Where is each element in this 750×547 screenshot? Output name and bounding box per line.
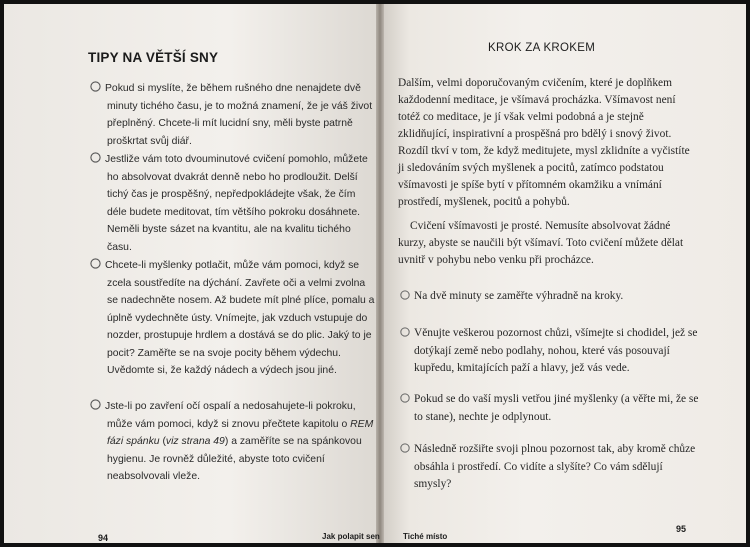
right-paragraph-1 [398,75,698,211]
moon-swirl-icon [90,152,101,163]
right-tip-2 [400,325,700,378]
left-tip-italic-reference: viz strana 49 [165,436,225,447]
left-tip-text: Pokud si myslíte, že během rušného dne nenajdete dvě minuty tichého času, je to možná znamení, že je váš život přeplněný. Chcete-li mít lucidní sny, měli byste patrně proškrtat svůj diář. [105,83,373,147]
left-tip-text: Chcete-li myšlenky potlačit, může vám pomoci, když se zcela soustředíte na dýchání. Zavřete oči a velmi zvolna se nadechněte nosem. Až budete mít plné plíce, pomalu a úplně vydechněte ústy. Vnímejte, jak vzduch vstupuje do nozder, prostupuje hrdlem a dostává se do plic. Jaký to je pocit? Zaměřte se na svoje pocity během výdechu. Uvědomte si, že každý nádech a výdech jsou jiné. [105,260,375,376]
right-page-footer-title: Tiché místo [403,532,448,541]
left-tip-text-start: Jste-li po zavření očí ospalí a nedosahujete-li pokroku, může vám pomoci, když si znovu přečtete kapitolu o [105,401,356,430]
right-tip-3 [400,391,700,426]
right-tip-1 [400,288,700,306]
moon-swirl-icon [400,393,410,403]
right-tip-4 [400,441,700,494]
right-tip-text: Následně rozšiřte svoji plnou pozornost tak, aby kromě chůze obsáhla i prostředí. Co vidíte a slyšíte? Co vám sdělují smysly? [414,443,696,490]
left-page-number: 94 [98,533,109,543]
paragraph-text: Dalším, velmi doporučovaným cvičením, které je doplňkem každodenní meditace, je všímavá procházka. Všímavost není totéž co meditace, je jí však velmi podobná a je stejně zklidňující, inspirativní a prospěšná pro bdělý i snový život. Rozdíl tkví v tom, že když meditujete, mysl zklidníte a vyčistíte ji sledováním svých myšlenek a pocitů, zatímco podstatou všímavosti je spíše bytí v přítomném okamžiku a vnímání prostředí, myšlenek, pocitů a pohybů. [398,77,690,208]
moon-swirl-icon [400,443,410,453]
left-tip-italic-rem: REM fázi spánku [107,418,374,447]
left-page-footer-title: Jak polapit sen [322,532,380,541]
left-tip-text-end: ) a zaměříte se na spánkovou hygienu. Je rovněž důležité, abyste toto cvičení neabsolvovali vleže. [107,436,362,482]
paragraph-text: Cvičení všímavosti je prosté. Nemusíte absolvovat žádné kurzy, abyste se naučili být všímaví. Toto cvičení můžete dělat uvnitř v pohybu nebo venku při procházce. [398,220,684,266]
moon-swirl-icon [90,399,101,410]
right-paragraph-2 [398,218,698,269]
moon-swirl-icon [400,327,410,337]
moon-swirl-icon [90,258,101,269]
left-tip-3 [90,257,375,380]
left-page-heading: TIPY NA VĚTŠÍ SNY [88,50,219,65]
left-tip-text: Jestliže vám toto dvouminutové cvičení pomohlo, můžete ho absolvovat dvakrát denně nebo ho prodloužit. Delší tichý čas je prospěšný, nepředpokládejte však, že čím déle budete meditovat, tím většího pokroku dosáhnete. Neměli byste sázet na kvantitu, ale na kvalitu tichého času. [105,154,368,253]
left-tip-1 [90,80,375,150]
right-page-number: 95 [676,524,687,534]
right-tip-text: Pokud se do vaší mysli vetřou jiné myšlenky (a věřte mi, že se to stane), nechte je odplynout. [414,393,699,423]
right-tip-text: Na dvě minuty se zaměřte výhradně na kroky. [414,290,624,302]
right-page-heading: KROK ZA KROKEM [488,42,596,54]
moon-swirl-icon [90,81,101,92]
book-gutter [376,4,384,543]
right-tip-text: Věnujte veškerou pozornost chůzi, všímejte si chodidel, jež se dotýkají země nebo podlahy, nohou, které vás posouvají kupředu, kmitajících paží a hlavy, jež vás vede. [414,327,698,374]
left-tip-text-middle: ( [159,436,166,447]
moon-swirl-icon [400,290,410,300]
left-tip-4 [90,398,375,486]
left-tip-2 [90,151,375,256]
